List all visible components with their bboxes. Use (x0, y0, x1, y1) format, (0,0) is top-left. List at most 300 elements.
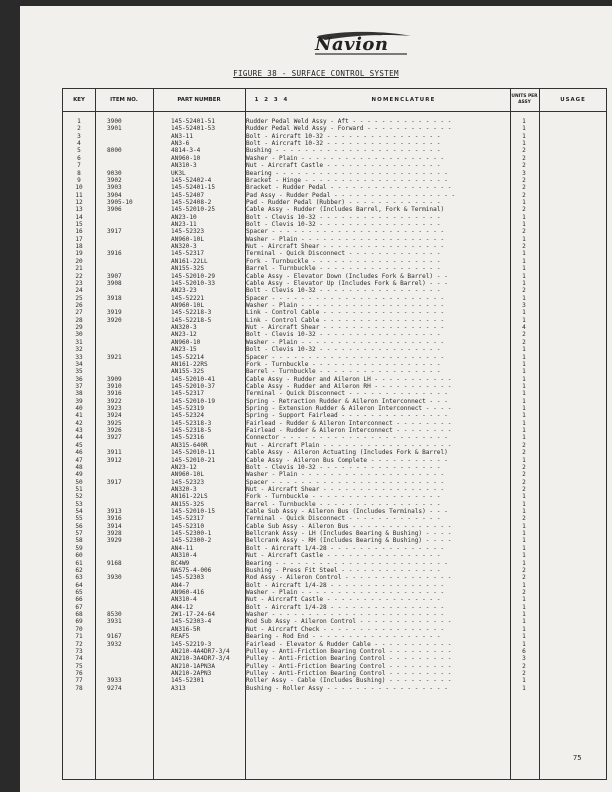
row-key: 46 (75, 449, 83, 457)
table-row (63, 170, 606, 177)
row-item-no: 3909 (107, 375, 122, 383)
table-row (63, 537, 606, 544)
table-row (63, 515, 606, 522)
row-nomenclature: Nut - Aircraft Castle - - - - - - - - - - - - - - - - (246, 552, 441, 560)
row-part-number: AN4-7 (171, 581, 190, 589)
row-item-no: 9030 (107, 169, 122, 177)
row-key: 72 (75, 640, 83, 648)
row-nomenclature: Washer - - - - - - - - - - - - - - - - - - - - - - - - (246, 611, 445, 619)
row-nomenclature: Washer - Plain - - - - - - - - - - - - - - - - - - - - (246, 235, 445, 243)
row-units: 1 (522, 633, 526, 641)
row-nomenclature: Link - Control Cable - - - - - - - - - - - - - - - - - (246, 316, 445, 324)
row-key: 30 (75, 331, 83, 339)
table-row (63, 663, 606, 670)
row-part-number: AN210-2APN3 (171, 669, 212, 677)
row-key: 3 (77, 132, 81, 140)
row-key: 24 (75, 287, 83, 295)
row-units: 2 (522, 566, 526, 574)
row-nomenclature: Cable Assy - Rudder and Aileron LH - - - - - - - - - - - (246, 375, 452, 383)
row-units: 2 (522, 184, 526, 192)
row-part-number: 145-52317 (171, 515, 205, 523)
row-part-number: 145-52303-4 (171, 618, 212, 626)
row-key: 53 (75, 500, 83, 508)
table-row (63, 339, 606, 346)
row-part-number: AN960-416 (171, 589, 205, 596)
row-item-no: 3902 (107, 176, 122, 184)
table-row (63, 354, 606, 361)
row-key: 40 (75, 405, 83, 413)
row-nomenclature: Washer - Plain - - - - - - - - - - - - - - - - - - - - (246, 471, 445, 479)
row-part-number: 145-52010-29 (171, 272, 216, 280)
row-item-no: 3905-10 (107, 198, 133, 206)
row-units: 2 (522, 228, 526, 236)
row-key: 28 (75, 316, 83, 324)
row-key: 49 (75, 471, 83, 479)
row-part-number: AN315-640R (171, 441, 208, 449)
row-key: 43 (75, 427, 83, 435)
row-nomenclature: Nut - Aircraft Plain - - - - - - - - - - - - - - - - - - (246, 441, 452, 449)
row-item-no: 3917 (107, 228, 122, 236)
row-key: 56 (75, 522, 83, 530)
row-part-number: 145-52010-19 (171, 397, 216, 405)
row-nomenclature: Fairlead - Rudder & Aileron Interconnect - - - - - - - - (246, 419, 452, 427)
row-nomenclature: Fork - Turnbuckle - - - - - - - - - - - - - - - - - - (246, 257, 441, 265)
row-part-number: 145-52408-2 (171, 198, 212, 206)
row-nomenclature: Cable Assy - Elevator Down (Includes Fork & Barrel) - - (246, 272, 448, 280)
row-nomenclature: Rudder Pedal Weld Assy - Aft - - - - - - - - - - - - - - (246, 118, 452, 125)
row-nomenclature: Terminal - Quick Disconnect - - - - - - - - - - - - - - (246, 390, 448, 398)
row-part-number: AN310-4 (171, 552, 197, 560)
row-key: 41 (75, 412, 83, 420)
row-nomenclature: Cable Sub Assy - Aileron Bus - - - - - - - - - - - - - - (246, 522, 452, 530)
row-nomenclature: Washer - Plain - - - - - - - - - - - - - - - - - - - - (246, 589, 445, 596)
table-row (63, 302, 606, 309)
row-part-number: AN155-32S (171, 368, 205, 376)
row-part-number: AN320-3 (171, 324, 197, 332)
row-part-number: 145-52010-25 (171, 206, 216, 214)
row-part-number: 145-52316 (171, 434, 205, 442)
row-key: 35 (75, 368, 83, 376)
row-key: 57 (75, 530, 83, 538)
row-item-no: 3903 (107, 184, 122, 192)
row-units: 2 (522, 478, 526, 486)
col-usage: USAGE (560, 97, 586, 103)
row-nomenclature: Fork - Turnbuckle - - - - - - - - - - - - - - - - - - (246, 493, 441, 501)
table-row (63, 228, 606, 235)
row-part-number: 145-52401-53 (171, 125, 216, 133)
row-item-no: 3914 (107, 522, 122, 530)
row-units: 1 (522, 677, 526, 685)
row-units: 2 (522, 589, 526, 596)
row-key: 77 (75, 677, 83, 685)
table-row (63, 434, 606, 441)
row-units: 1 (522, 353, 526, 361)
table-row (63, 280, 606, 287)
row-key: 39 (75, 397, 83, 405)
table-row (63, 361, 606, 368)
row-part-number: 145-52218-3 (171, 309, 212, 317)
row-units: 1 (522, 397, 526, 405)
row-units: 1 (522, 508, 526, 516)
table-row (63, 405, 606, 412)
table-row (63, 273, 606, 280)
row-item-no: 3913 (107, 508, 122, 516)
row-key: 6 (77, 154, 81, 162)
row-key: 67 (75, 603, 83, 611)
row-key: 11 (75, 191, 83, 199)
row-key: 76 (75, 669, 83, 677)
row-nomenclature: Bushing - - - - - - - - - - - - - - - - - - - - - - - (246, 147, 441, 155)
row-units: 2 (522, 662, 526, 670)
row-item-no: 9274 (107, 684, 122, 692)
table-row (63, 552, 606, 559)
row-units: 1 (522, 125, 526, 133)
row-nomenclature: Pad - Rudder Pedal (Rubber) - - - - - - - - - - - - - (246, 198, 441, 206)
row-key: 48 (75, 463, 83, 471)
row-nomenclature: Bellcrank Assy - RH (Includes Bearing & Bushing) - - - - (246, 537, 452, 545)
row-key: 47 (75, 456, 83, 464)
row-part-number: AN4-11 (171, 544, 194, 552)
row-units: 2 (522, 331, 526, 339)
row-key: 33 (75, 353, 83, 361)
table-row (63, 133, 606, 140)
row-key: 60 (75, 552, 83, 560)
row-units: 1 (522, 640, 526, 648)
row-key: 66 (75, 596, 83, 604)
row-part-number: 2W1-17-24-64 (171, 611, 216, 619)
row-units: 3 (522, 655, 526, 663)
row-item-no: 3922 (107, 397, 122, 405)
row-nomenclature: Fairlead - Rudder & Aileron Interconnect - - - - - - - - (246, 427, 452, 435)
col-nomenclature: NOMENCLATURE (371, 97, 436, 103)
row-units: 1 (522, 456, 526, 464)
row-units: 1 (522, 537, 526, 545)
table-row (63, 140, 606, 147)
row-part-number: AN3-11 (171, 132, 194, 140)
col-item-no: ITEM NO. (110, 97, 138, 103)
row-part-number: 145-52318-3 (171, 419, 212, 427)
row-key: 32 (75, 346, 83, 354)
row-key: 50 (75, 478, 83, 486)
row-nomenclature: Bolt - Clevis 10-32 - - - - - - - - - - - - - - - - - (246, 346, 441, 354)
row-key: 52 (75, 493, 83, 501)
row-units: 1 (522, 625, 526, 633)
row-part-number: 145-52010-41 (171, 375, 216, 383)
row-part-number: AN161-22LS (171, 493, 208, 501)
table-row (63, 390, 606, 397)
row-units: 1 (522, 530, 526, 538)
row-units: 1 (522, 198, 526, 206)
row-units: 2 (522, 176, 526, 184)
table-row (63, 324, 606, 331)
table-row (63, 162, 606, 169)
row-nomenclature: Bushing - Press Fit Steel - - - - - - - - - - - - - - (246, 566, 441, 574)
table-row (63, 236, 606, 243)
row-part-number: 145-52323 (171, 478, 205, 486)
col-part-number: PART NUMBER (177, 97, 221, 103)
table-row (63, 604, 606, 611)
row-nomenclature: Nut - Aircraft Check - - - - - - - - - - - - - - - - - (246, 625, 445, 633)
row-nomenclature: Cable Assy - Elevator Up (Includes Fork & Barrel) - - - (246, 279, 448, 287)
row-part-number: AN155-32S (171, 500, 205, 508)
row-units: 1 (522, 346, 526, 354)
row-item-no: 3917 (107, 478, 122, 486)
row-part-number: 145-52010-37 (171, 382, 216, 390)
row-part-number: 145-52218-5 (171, 316, 212, 324)
row-key: 42 (75, 419, 83, 427)
row-part-number: AN960-10L (171, 235, 205, 243)
table-row (63, 383, 606, 390)
row-item-no: 3930 (107, 574, 122, 582)
row-units: 1 (522, 493, 526, 501)
table-row (63, 192, 606, 199)
col-key: KEY (73, 97, 85, 103)
row-key: 59 (75, 544, 83, 552)
row-part-number: 145-52407 (171, 191, 205, 199)
row-units: 6 (522, 647, 526, 655)
row-key: 45 (75, 441, 83, 449)
table-row (63, 641, 606, 648)
row-nomenclature: Bearing - Rod End - - - - - - - - - - - - - - - - - - (246, 633, 441, 641)
row-part-number: AN960-10 (171, 338, 201, 346)
row-nomenclature: Washer - Plain - - - - - - - - - - - - - - - - - - - - (246, 154, 445, 162)
row-key: 17 (75, 235, 83, 243)
table-row (63, 611, 606, 618)
row-key: 63 (75, 574, 83, 582)
row-part-number: 145-52318-5 (171, 427, 212, 435)
table-row (63, 648, 606, 655)
row-key: 74 (75, 655, 83, 663)
row-part-number: 145-52301 (171, 677, 205, 685)
row-nomenclature: Bolt - Aircraft 1/4-28 - - - - - - - - - - - - - - - - (246, 581, 445, 589)
table-row (63, 530, 606, 537)
row-units: 1 (522, 309, 526, 317)
table-row (63, 464, 606, 471)
row-nomenclature: Bearing - - - - - - - - - - - - - - - - - - - - - - - - (246, 169, 448, 177)
table-row (63, 214, 606, 221)
row-item-no: 3918 (107, 294, 122, 302)
row-item-no: 3921 (107, 353, 122, 361)
row-nomenclature: Spring - Retraction Rudder & Aileron Interconnect - - - (246, 397, 448, 405)
table-row (63, 501, 606, 508)
row-key: 20 (75, 257, 83, 265)
row-item-no: 3901 (107, 125, 122, 133)
table-row (63, 309, 606, 316)
row-nomenclature: Bolt - Clevis 10-32 - - - - - - - - - - - - - - - - - (246, 221, 441, 229)
row-units: 1 (522, 221, 526, 229)
row-nomenclature: Bolt - Aircraft 1/4-28 - - - - - - - - - - - - - - - - (246, 603, 445, 611)
row-units: 1 (522, 257, 526, 265)
row-part-number: 145-52214 (171, 353, 205, 361)
table-row (63, 184, 606, 191)
row-key: 44 (75, 434, 83, 442)
row-key: 27 (75, 309, 83, 317)
table-row (63, 331, 606, 338)
row-nomenclature: Nut - Aircraft Shear - - - - - - - - - - - - - - - - - (246, 485, 445, 493)
row-units: 2 (522, 338, 526, 346)
table-row (63, 427, 606, 434)
row-units: 2 (522, 206, 526, 214)
row-units: 1 (522, 522, 526, 530)
row-part-number: AN23-10 (171, 213, 197, 221)
row-item-no: 8000 (107, 147, 122, 155)
row-part-number: AN161-22RS (171, 360, 208, 368)
row-item-no: 3931 (107, 618, 122, 626)
row-units: 2 (522, 463, 526, 471)
row-nomenclature: Spring - Extension Rudder & Aileron Interconnect - - - - (246, 405, 452, 413)
row-item-no: 9168 (107, 559, 122, 567)
row-units: 1 (522, 294, 526, 302)
row-units: 1 (522, 265, 526, 273)
row-nomenclature: Nut - Aircraft Castle - - - - - - - - - - - - - - - - (246, 596, 441, 604)
row-nomenclature: Washer - Plain - - - - - - - - - - - - - - - - - - - - (246, 301, 445, 309)
table-row (63, 442, 606, 449)
row-part-number: 145-52300-1 (171, 530, 212, 538)
table-row (63, 177, 606, 184)
navion-logo (295, 28, 415, 62)
row-nomenclature: Pulley - Anti-Friction Bearing Control - - - - - - - - - (246, 647, 452, 655)
row-item-no: 3904 (107, 191, 122, 199)
row-part-number: AN210-3A4DR7-3/4 (171, 655, 230, 663)
table-row (63, 596, 606, 603)
row-part-number: UK3L (171, 169, 186, 177)
table-row (63, 618, 606, 625)
row-nomenclature: Bushing - Roller Assy - - - - - - - - - - - - - - - - - (246, 684, 448, 692)
parts-table (62, 88, 607, 780)
row-item-no: 3910 (107, 382, 122, 390)
row-nomenclature: Bolt - Aircraft 10-32 - - - - - - - - - - - - - - - - (246, 132, 441, 140)
row-key: 62 (75, 566, 83, 574)
row-key: 65 (75, 589, 83, 596)
row-units: 1 (522, 250, 526, 258)
table-row (63, 287, 606, 294)
row-units: 1 (522, 552, 526, 560)
table-row (63, 508, 606, 515)
table-row (63, 493, 606, 500)
table-row (63, 567, 606, 574)
row-key: 8 (77, 169, 81, 177)
row-part-number: 145-52303 (171, 574, 205, 582)
row-part-number: 145-52401-15 (171, 184, 216, 192)
row-key: 19 (75, 250, 83, 258)
row-nomenclature: Bolt - Clevis 10-32 - - - - - - - - - - - - - - - - - (246, 463, 441, 471)
table-row (63, 376, 606, 383)
row-item-no: 3923 (107, 405, 122, 413)
row-nomenclature: Spacer - - - - - - - - - - - - - - - - - - - - - - - - (246, 294, 445, 302)
row-units: 2 (522, 449, 526, 457)
row-item-no: 3929 (107, 537, 122, 545)
row-item-no: 9167 (107, 633, 122, 641)
row-item-no: 3919 (107, 309, 122, 317)
page (20, 6, 612, 792)
row-part-number: 4814-3-4 (171, 147, 201, 155)
row-key: 38 (75, 390, 83, 398)
table-row (63, 479, 606, 486)
row-nomenclature: Pulley - Anti-Friction Bearing Control - - - - - - - - - (246, 669, 452, 677)
row-units: 2 (522, 515, 526, 523)
table-row (63, 243, 606, 250)
row-part-number: 145-52324 (171, 412, 205, 420)
row-key: 21 (75, 265, 83, 273)
row-part-number: 145-52010-21 (171, 456, 216, 464)
row-nomenclature: Fork - Turnbuckle - - - - - - - - - - - - - - - - - - (246, 360, 441, 368)
table-row (63, 147, 606, 154)
table-row (63, 398, 606, 405)
row-key: 18 (75, 243, 83, 251)
row-nomenclature: Cable Assy - Aileron Bus Complete - - - - - - - - - - - (246, 456, 448, 464)
row-units: 1 (522, 427, 526, 435)
row-units: 1 (522, 596, 526, 604)
row-nomenclature: Terminal - Quick Disconnect - - - - - - - - - - - - - (246, 250, 441, 258)
row-key: 69 (75, 618, 83, 626)
row-nomenclature: Spacer - - - - - - - - - - - - - - - - - - - - - - - - (246, 228, 445, 236)
row-key: 16 (75, 228, 83, 236)
row-units: 3 (522, 169, 526, 177)
row-nomenclature: Terminal - Quick Disconnect - - - - - - - - - - - - - (246, 515, 441, 523)
row-part-number: NAS75-4-006 (171, 566, 212, 574)
row-part-number: AN960-10L (171, 471, 205, 479)
row-units: 2 (522, 243, 526, 251)
table-body (63, 118, 606, 692)
table-row (63, 449, 606, 456)
row-nomenclature: Cable Assy - Rudder (Includes Barrel, Fork & Terminal) (246, 206, 445, 214)
row-units: 1 (522, 618, 526, 626)
row-nomenclature: Bellcrank Assy - LH (Includes Bearing & Bushing) - - - - (246, 530, 452, 538)
row-part-number: AN3-6 (171, 140, 190, 148)
row-item-no: 3924 (107, 412, 122, 420)
row-key: 23 (75, 279, 83, 287)
row-part-number: AN23-15 (171, 346, 197, 354)
table-row (63, 685, 606, 692)
table-row (63, 523, 606, 530)
table-row (63, 420, 606, 427)
row-units: 1 (522, 390, 526, 398)
row-nomenclature: Washer - Plain - - - - - - - - - - - - - - - - - - - - (246, 338, 445, 346)
row-part-number: AN23-23 (171, 287, 197, 295)
row-units: 1 (522, 235, 526, 243)
row-part-number: AN316-5R (171, 625, 201, 633)
row-part-number: 145-52221 (171, 294, 205, 302)
table-row (63, 412, 606, 419)
row-key: 55 (75, 515, 83, 523)
row-item-no: 3920 (107, 316, 122, 324)
row-units: 1 (522, 581, 526, 589)
row-part-number: REAF5 (171, 633, 190, 641)
row-units: 2 (522, 471, 526, 479)
row-part-number: AN320-3 (171, 243, 197, 251)
table-row (63, 655, 606, 662)
row-part-number: AN310-3 (171, 162, 197, 170)
row-part-number: 145-52317 (171, 390, 205, 398)
row-key: 10 (75, 184, 83, 192)
table-row (63, 295, 606, 302)
row-part-number: 145-52319 (171, 405, 205, 413)
row-part-number: 145-52317 (171, 250, 205, 258)
row-units: 1 (522, 118, 526, 125)
row-part-number: AN960-10L (171, 301, 205, 309)
table-row (63, 346, 606, 353)
table-row (63, 317, 606, 324)
row-part-number: AN161-22LL (171, 257, 208, 265)
table-row (63, 457, 606, 464)
row-part-number: AN23-11 (171, 221, 197, 229)
row-units: 1 (522, 382, 526, 390)
row-nomenclature: Fairlead - Elevator & Rudder Cable - - - - - - - - - - - (246, 640, 452, 648)
table-row (63, 265, 606, 272)
row-item-no: 8530 (107, 611, 122, 619)
row-units: 1 (522, 611, 526, 619)
table-row (63, 560, 606, 567)
